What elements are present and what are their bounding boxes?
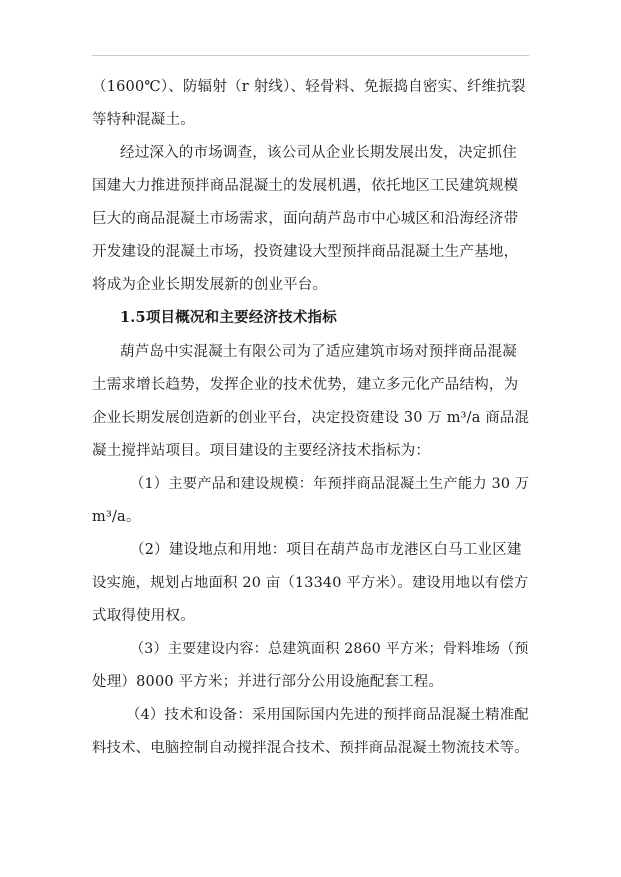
text-line-11: 企业长期发展创造新的创业平台，决定投资建设 30 万 m³/a 商品混 bbox=[92, 410, 530, 426]
header-rule bbox=[92, 55, 529, 56]
text-line-6: 开发建设的混凝土市场，投资建设大型预拌商品混凝土生产基地， bbox=[92, 244, 519, 260]
list-item-4-line-1: （4）技术和设备：采用国际国内先进的预拌商品混凝土精准配 bbox=[126, 707, 529, 723]
text-line-3: 经过深入的市场调查，该公司从企业长期发展出发，决定抓住 bbox=[120, 145, 517, 161]
text-line-1: （1600℃）、防辐射（r 射线）、轻骨料、免振捣自密实、纤维抗裂 bbox=[92, 79, 526, 95]
list-item-1-line-2: m³/a。 bbox=[92, 509, 141, 525]
list-item-2-line-2: 设实施，规划占地面积 20 亩（13340 平方米）。建设用地以有偿方 bbox=[92, 575, 529, 591]
list-item-1-line-1: （1）主要产品和建设规模：年预拌商品混凝土生产能力 30 万 bbox=[130, 476, 530, 492]
list-item-2-line-3: 式取得使用权。 bbox=[92, 608, 195, 624]
list-item-2-line-1: （2）建设地点和用地：项目在葫芦岛市龙港区白马工业区建 bbox=[130, 542, 522, 558]
list-item-3-line-2: 处理）8000 平方米；并进行部分公用设施配套工程。 bbox=[92, 674, 444, 690]
text-line-9: 葫芦岛中实混凝土有限公司为了适应建筑市场对预拌商品混凝 bbox=[120, 344, 517, 360]
text-line-2: 等特种混凝土。 bbox=[92, 112, 195, 128]
text-line-10: 土需求增长趋势，发挥企业的技术优势，建立多元化产品结构，为 bbox=[92, 377, 519, 393]
text-line-12: 凝土搅拌站项目。项目建设的主要经济技术指标为： bbox=[92, 443, 431, 459]
text-line-5: 巨大的商品混凝土市场需求，面向葫芦岛市中心城区和沿海经济带 bbox=[92, 211, 519, 227]
list-item-3-line-1: （3）主要建设内容：总建筑面积 2860 平方米；骨料堆场（预 bbox=[130, 641, 529, 657]
section-heading: 1.5项目概况和主要经济技术指标 bbox=[120, 309, 337, 326]
text-line-4: 国建大力推进预拌商品混凝土的发展机遇，依托地区工民建筑规模 bbox=[92, 178, 519, 194]
list-item-4-line-2: 料技术、电脑控制自动搅拌混合技术、预拌商品混凝土物流技术等。 bbox=[92, 740, 529, 756]
text-line-7: 将成为企业长期发展新的创业平台。 bbox=[92, 277, 328, 293]
